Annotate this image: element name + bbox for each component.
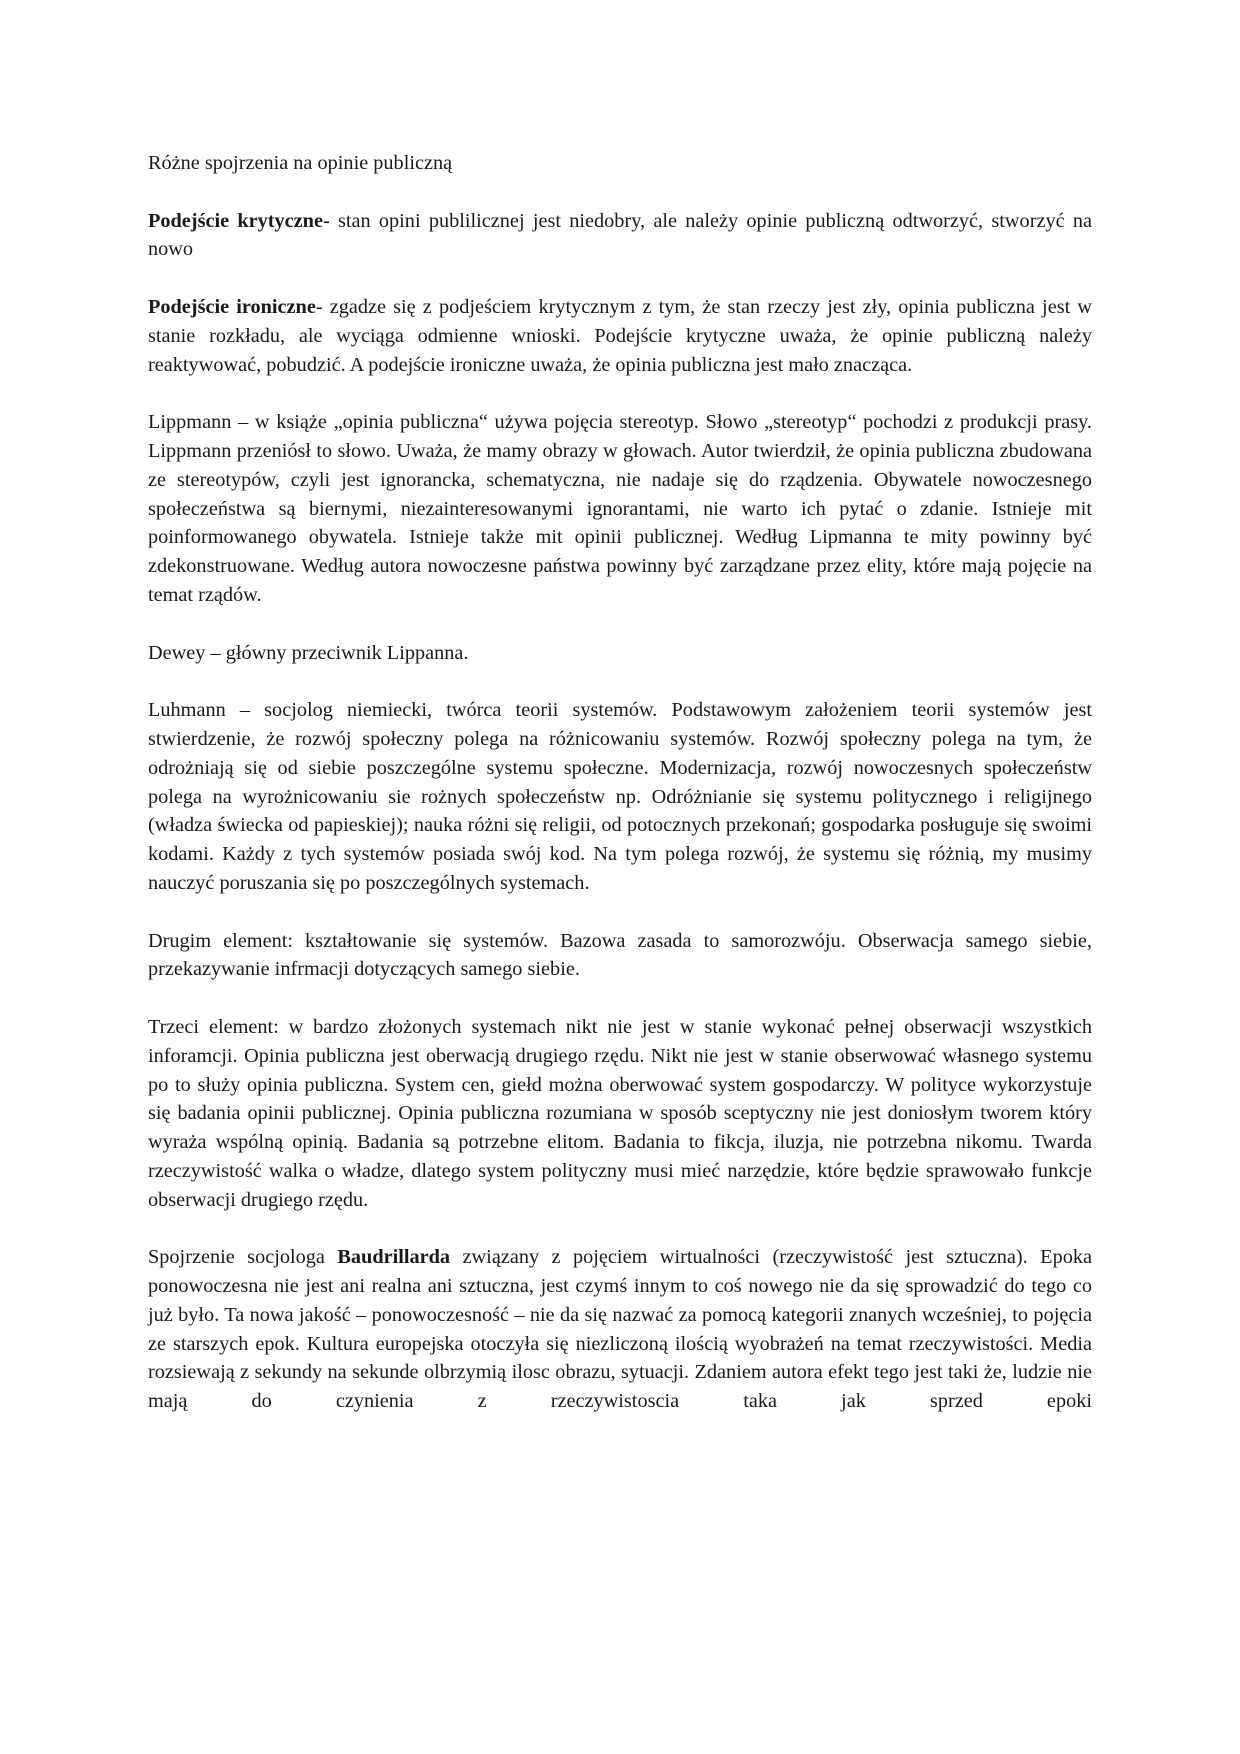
term-baudrillard: Baudrillarda [337, 1246, 451, 1269]
document-body [148, 149, 1092, 1445]
paragraph-text: - zgadze się z podjeściem krytycznym z tym, że stan rzeczy jest zły, opinia publiczna jest w stanie rozkładu, ale wyciąga odmienne wnioski. Podejście krytyczne uważa, że opinie publiczną należy reaktywować, pobudzić. A podejście ironiczne uważa, że opinia publiczna jest mało znacząca. [148, 295, 1092, 376]
paragraph-text: Spojrzenie socjologa [148, 1246, 338, 1269]
paragraph-luhmann: Luhmann – socjolog niemiecki, twórca teorii systemów. Podstawowym założeniem teorii systemów jest stwierdzenie, że rozwój społeczny polega na różnicowaniu systemów. Rozwój społeczny polega na tym, że odrożniają się od siebie poszczególne systemu społeczne. Modernizacja, rozwój nowoczesnych społeczeństw polega na wyrożnicowaniu sie rożnych społeczeństw np. Odróżnianie się systemu politycznego i religijnego (władza świecka od papieskiej); nauka różni się religii, od potocznych przekonań; gospodarka posługuje się swoimi kodami. Każdy z tych systemów posiada swój kod. Na tym polega rozwój, że systemu się różnią, my musimy nauczyć poruszania się po poszczególnych systemach. [148, 699, 1092, 894]
paragraph-text: - stan opini publilicznej jest niedobry, ale należy opinie publiczną odtworzyć, stworzyć na nowo [148, 209, 1092, 261]
term-critical-approach: Podejście krytyczne [148, 209, 323, 232]
paragraph-lippmann: Lippmann – w książe „opinia publiczna“ używa pojęcia stereotyp. Słowo „stereotyp“ pochodzi z produkcji prasy. Lippmann przeniósł to słowo. Uważa, że mamy obrazy w głowach. Autor twierdził, że opinia publiczna zbudowana ze stereotypów, czyli jest ignorancka, schematyczna, nie nadaje się do rządzenia. Obywatele nowoczesnego społeczeństwa są biernymi, niezainteresowanymi ignorantami, nie warto ich pytać o zdanie. Istnieje mit poinformowanego obywatela. Istnieje także mit opinii publicznej. Według Lipmanna te mity powinny być zdekonstruowane. Według autora nowoczesne państwa powinny być zarządzane przez elity, które mają pojęcie na temat rządów. [148, 411, 1092, 606]
document-title: Różne spojrzenia na opinie publiczną [148, 152, 453, 174]
paragraph-third-element: Trzeci element: w bardzo złożonych systemach nikt nie jest w stanie wykonać pełnej obserwacji wszystkich inforamcji. Opinia publiczna jest oberwacją drugiego rzędu. Nikt nie jest w stanie obserwować własnego systemu po to służy opinia publiczna. System cen, giełd można oberwować system gospodarczy. W polityce wykorzystuje się badania opinii publicznej. Opinia publiczna rozumiana w sposób sceptyczny nie jest doniosłym tworem który wyraża wspólną opinią. Badania są potrzebne elitom. Badania to fikcja, iluzja, nie potrzebna nikomu. Twarda rzeczywistość walka o władze, dlatego system polityczny musi mieć narzędzie, które będzie sprawowało funkcje obserwacji drugiego rzędu. [148, 1015, 1092, 1211]
paragraph-ironic-approach [148, 293, 1092, 379]
paragraph-baudrillard [148, 1243, 1092, 1416]
term-ironic-approach: Podejście ironiczne [148, 295, 316, 318]
paragraph-critical-approach [148, 207, 1092, 265]
paragraph-second-element: Drugim element: kształtowanie się systemów. Bazowa zasada to samorozwóju. Obserwacja samego siebie, przekazywanie infrmacji dotyczących samego siebie. [148, 929, 1092, 981]
paragraph-text: związany z pojęciem wirtualności (rzeczywistość jest sztuczna). Epoka ponowoczesna nie jest ani realna ani sztuczna, jest czymś innym to coś nowego nie da się sprowadzić do tego co już było. Ta nowa jakość – ponowoczesność – nie da się nazwać za pomocą kategorii znanych wcześniej, to pojęcia ze starszych epok. Kultura europejska otoczyła się niezliczoną ilością wyobrażeń na temat rzeczywistości. Media rozsiewają z sekundy na sekunde olbrzymią ilosc obrazu, sytuacji. Zdaniem autora efekt tego jest taki że, ludzie nie mają do czynienia z rzeczywistoscia taka jak sprzed epoki [148, 1246, 1092, 1413]
paragraph-dewey: Dewey – główny przeciwnik Lippanna. [148, 641, 469, 664]
